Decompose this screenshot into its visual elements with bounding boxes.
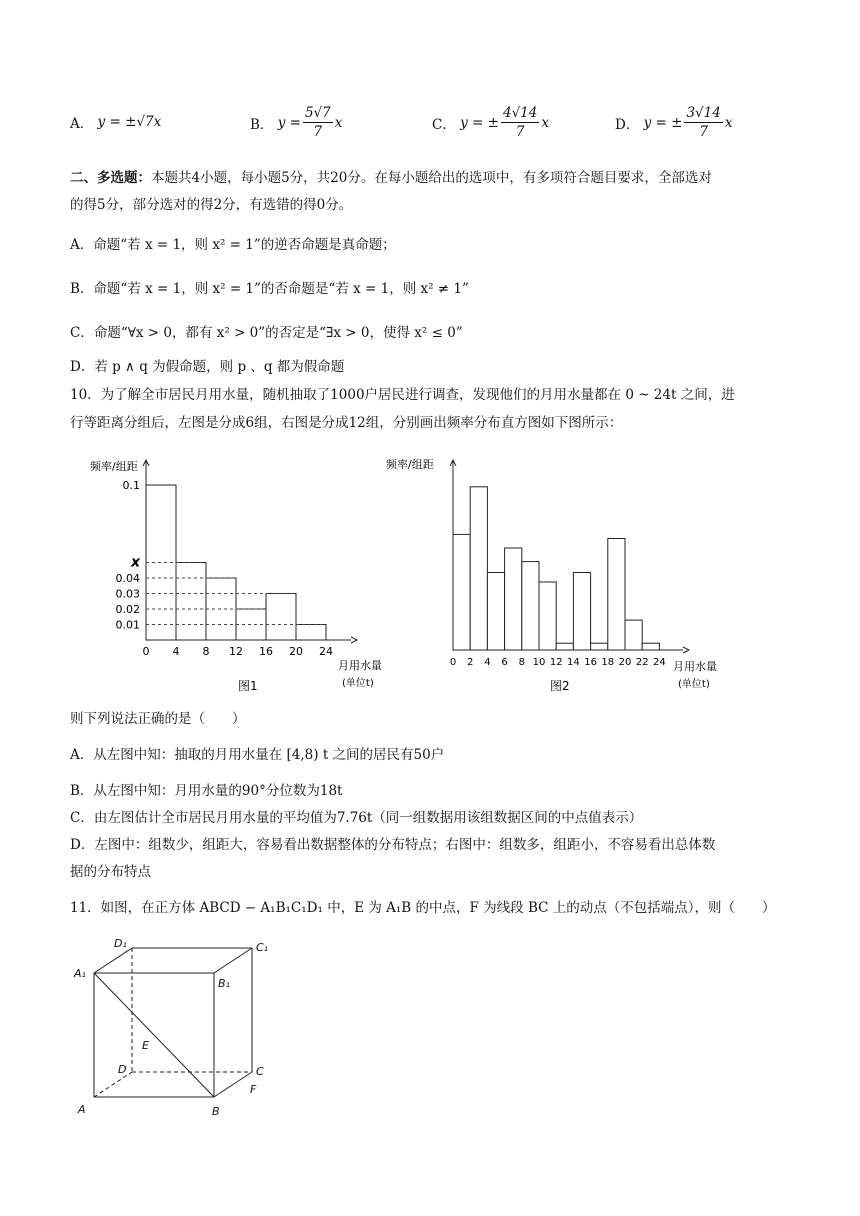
fig1-ylabel: 频率/组距 <box>90 460 138 473</box>
fig1-xtick-label: 8 <box>202 645 210 658</box>
cube-figure <box>70 935 290 1125</box>
fig2-xtick-label: 18 <box>601 657 615 668</box>
q10-option-b: B．从左图中知：月用水量的90°分位数为18t <box>70 783 343 799</box>
numerator: 3√14 <box>686 105 721 121</box>
fraction <box>303 104 333 141</box>
fig2-unit: (单位t) <box>678 679 710 690</box>
q8-option-a <box>70 112 161 132</box>
fig1-xlabel: 月用水量 <box>338 659 382 672</box>
fig1-bar <box>266 594 296 641</box>
numerator: 5√7 <box>304 105 331 121</box>
label-d: D <box>118 1063 127 1076</box>
fig2-xtick-label: 14 <box>567 657 580 668</box>
fig2-xtick-label: 10 <box>532 657 546 668</box>
fig2-bar <box>625 620 642 650</box>
option-var: x <box>334 114 343 131</box>
option-var: x <box>724 114 733 131</box>
label-c1: C₁ <box>256 941 269 954</box>
option-label: A． <box>70 116 94 132</box>
option-expr: y = ± <box>460 114 499 131</box>
fig2-x-arrow <box>683 647 689 653</box>
label-d1: D₁ <box>114 937 127 950</box>
fig1-caption: 图1 <box>238 679 258 693</box>
fig1-ytick-label: 0.01 <box>115 618 140 632</box>
denominator: 7 <box>313 124 323 140</box>
option-expr: y = ±√7 <box>97 114 154 130</box>
q9-option-a: A．命题“若 x = 1，则 x² = 1”的逆否命题是真命题； <box>70 237 396 253</box>
denominator: 7 <box>515 124 525 140</box>
edge-b-c <box>214 1072 252 1097</box>
q9-option-c: C．命题“∀x > 0，都有 x² > 0”的否定是“∃x > 0，使得 x² ≤ 0” <box>70 325 463 341</box>
fig2-bar <box>608 538 625 650</box>
option-expr: y = <box>277 114 301 131</box>
fig2-bar <box>522 562 539 650</box>
label-b: B <box>212 1105 220 1118</box>
option-var: x <box>541 114 549 131</box>
fig2-xtick-label: 20 <box>618 657 632 668</box>
fig1-xtick-label: 24 <box>319 645 333 658</box>
fig2-xtick-label: 22 <box>635 657 649 668</box>
fig1-xtick-label: 20 <box>289 645 303 658</box>
fig1-ytick-label: 0.1 <box>122 479 140 492</box>
q10-stem-1: 10．为了解全市居民月用水量，随机抽取了1000户居民进行调查，发现他们的月用水量都在 0 ~ 24t 之间，进 <box>70 387 735 403</box>
fig1-xtick-label: 0 <box>142 645 150 658</box>
q11-stem: 11．如图，在正方体 ABCD − A₁B₁C₁D₁ 中，E 为 A₁B 的中点，F 为线段 BC 上的动点（不包括端点），则（ ） <box>70 900 776 916</box>
fig1-unit: (单位t) <box>342 678 374 689</box>
option-label: B． <box>250 116 274 133</box>
fig2-xtick-label: 2 <box>467 657 474 668</box>
label-b1: B₁ <box>218 977 230 990</box>
section-2-heading <box>70 166 712 186</box>
q8-option-d <box>615 104 732 141</box>
q9-option-d: D．若 p ∧ q 为假命题，则 p 、q 都为假命题 <box>70 359 345 375</box>
q8-option-c <box>432 104 549 141</box>
fig2-bar <box>539 582 556 650</box>
q8-option-b <box>250 104 342 141</box>
fig2-bar <box>453 534 470 650</box>
q10-stem-2: 行等距离分组后，左图是分成6组，右图是分成12组，分别画出频率分布直方图如下图所示： <box>70 415 623 431</box>
q10-option-a: A．从左图中知：抽取的月用水量在 [4,8) t 之间的居民有50户 <box>70 747 445 763</box>
fig2-bar <box>556 643 573 650</box>
fig2-bar <box>642 643 659 650</box>
section-desc-1: 本题共4小题，每小题5分，共20分。在每小题给出的选项中，有多项符合题目要求，全部选对 <box>151 170 712 186</box>
fraction <box>501 104 539 141</box>
fig2-xlabel: 月用水量 <box>673 660 717 673</box>
fig2-caption: 图2 <box>550 679 570 693</box>
q9-option-b: B．命题“若 x = 1，则 x² = 1”的否命题是“若 x = 1，则 x² ≠ 1” <box>70 281 469 297</box>
label-c: C <box>256 1065 264 1078</box>
option-expr: y = ± <box>643 114 683 131</box>
fig2-bar <box>470 487 487 650</box>
fig2-ylabel: 频率/组距 <box>386 458 434 471</box>
fig1-ytick-label: 0.04 <box>115 572 140 585</box>
fig2-xtick-label: 24 <box>653 657 666 668</box>
fig2-xtick-label: 16 <box>584 657 597 668</box>
fig1-x-arrow <box>351 637 357 643</box>
fig1-xtick-label: 4 <box>172 645 180 658</box>
fig2-bar <box>505 548 522 650</box>
fig1-ytick-label: x <box>130 554 140 571</box>
fig2-xtick-label: 12 <box>549 657 563 668</box>
option-var: x <box>153 114 162 130</box>
section-desc-2: 的得5分，部分选对的得2分，有选错的得0分。 <box>70 197 353 213</box>
fig2-xtick-label: 0 <box>449 657 457 668</box>
fig2-bar <box>573 572 590 650</box>
fig1-ytick-label: 0.02 <box>115 603 140 616</box>
q10-option-c: C．由左图估计全市居民月用水量的平均值为7.76t（同一组数据用该组数据区间的中点值表示） <box>70 810 643 826</box>
label-a1: A₁ <box>74 967 86 980</box>
q10-option-d-1: D．左图中：组数少，组距大，容易看出数据整体的分布特点；右图中：组数多，组距小，不容易看出总体数 <box>70 837 716 853</box>
option-label: C． <box>432 116 456 133</box>
denominator: 7 <box>699 124 708 140</box>
label-e: E <box>142 1039 149 1052</box>
fig2-xtick-label: 8 <box>518 657 525 668</box>
fig1-xtick-label: 16 <box>259 645 273 658</box>
section-title: 二、多选题： <box>70 170 151 186</box>
fig1-ytick-label: 0.03 <box>115 587 140 601</box>
option-label: D． <box>615 116 640 133</box>
fraction <box>684 104 722 141</box>
label-a: A <box>78 1103 86 1116</box>
edge-b1-c1 <box>214 948 252 973</box>
fig1-bar <box>176 563 206 641</box>
histogram-figure-2 <box>378 450 723 700</box>
segment-a1-b <box>94 973 214 1097</box>
fig2-bar <box>591 643 608 650</box>
fig1-bar <box>296 625 326 641</box>
histogram-figure-1 <box>70 450 382 700</box>
q10-prompt: 则下列说法正确的是（ ） <box>70 711 246 727</box>
label-f: F <box>250 1083 257 1096</box>
numerator: 4√14 <box>502 105 538 121</box>
fig2-bar <box>487 572 504 650</box>
edge-a1-d1 <box>94 948 132 973</box>
fig2-xtick-label: 4 <box>484 657 491 668</box>
fig1-xtick-label: 12 <box>229 645 243 658</box>
fig2-xtick-label: 6 <box>501 657 508 668</box>
q10-option-d-2: 据的分布特点 <box>70 864 151 880</box>
